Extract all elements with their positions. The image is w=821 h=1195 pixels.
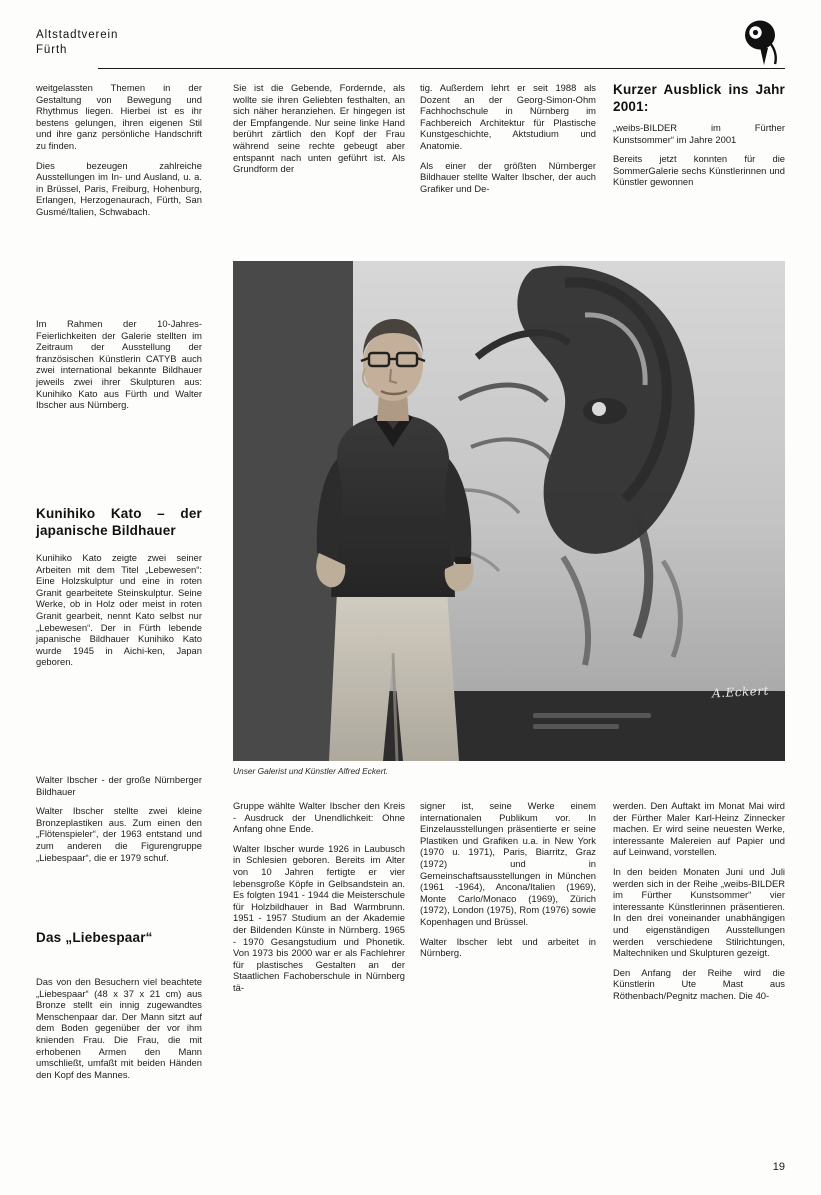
page-header [36,28,785,74]
paragraph: Bereits jetzt konnten für die SommerGalerie sechs Künstlerinnen und Künstler gewonnen [613,153,785,188]
heading-liebespaar: Das „Liebespaar“ [36,930,153,945]
masthead-line-2: Fürth [36,44,68,56]
paragraph: Sie ist die Gebende, Fordernde, als wollte sie ihren Geliebten festhalten, an sich näher heranziehen. Er hingegen ist der Empfangende. Nur seine linke Hand berührt zärtlich den Kopf der Frau während seine rechte gebeugt aber entspannt nach unten geführt ist. Als Grundform der [233,82,405,175]
header-divider [98,68,785,69]
column-1-heading-kato-wrap [36,506,202,546]
photo-image [233,261,785,761]
paragraph: Kunihiko Kato zeigte zwei seiner Arbeiten mit dem Titel „Lebewesen“: Eine Holzskulptur und eine in roten Granit gearbeitete Steinskulptur. Seine Werke, ob in Holz oder meist in roten Granit gearbeit, nennt Kato selbst nur „Lebewesen“. Der in Fürth lebende japanische Bildhauer Kunihiko Kato wurde 1945 in Aichi-ken, Japan geboren. [36,552,202,668]
heading-ausblick: Kurzer Ausblick ins Jahr 2001: [613,82,785,114]
paragraph: „weibs-BILDER im Fürther Kunstsommer“ im Jahre 2001 [613,122,785,145]
column-1-heading-liebespaar-wrap [36,930,202,954]
paragraph: Dies bezeugen zahlreiche Ausstellungen im In- und Ausland, u. a. in Brüssel, Paris, Freiburg, Hohenburg, Erlangen, Herzogenaurach, Fürth, San Gusmé/Italien, Schwabach. [36,159,202,217]
paragraph: In den beiden Monaten Juni und Juli werden sich in der Reihe „weibs-BILDER im Fürther Kunstsommer“ vier interessante Künstlerinnen präsentieren. In den drei voneinander unabhängigen und eigenständigen Ausstellungen werden verschiedene Stilrichtungen, Maltechniken und Skulpturen gezeigt. [613,865,785,959]
column-3-bottom [420,800,596,959]
heading-kato: Kunihiko Kato – der japanische Bildhauer [36,506,202,538]
paragraph: Walter Ibscher - der große Nürnberger Bildhauer [36,774,202,797]
masthead [36,28,785,58]
paragraph: Walter Ibscher stellte zwei kleine Bronzeplastiken aus. Zum einen den „Flötenspieler“, der 1963 entstand und zum anderen die Figurengruppe „Liebespaar“, die er 1979 schuf. [36,805,202,863]
page-number: 19 [772,1161,785,1173]
column-2-bottom [233,800,405,994]
masthead-line-1: Altstadtverein [36,29,119,41]
eye-logo-icon [737,18,783,66]
paragraph: weitgelassten Themen in der Gestaltung von Bewegung und Rhythmus liegen. Hierbei ist es ihr bestens gelungen, ihren eigenen Stil und ihre ganz persönliche Handschrift zu finden. [36,82,202,151]
column-1-top [36,82,202,218]
artwork-signature: A.Eckert [711,683,770,701]
paragraph: Den Anfang der Reihe wird die Künstlerin Ute Mast aus Röthenbach/Pegnitz machen. Die 40- [613,966,785,1001]
paragraph: Walter Ibscher lebt und arbeitet in Nürnberg. [420,935,596,959]
photo-caption: Unser Galerist und Künstler Alfred Eckert. [233,766,389,776]
paragraph: Walter Ibscher wurde 1926 in Laubusch in Schlesien geboren. Bereits im Alter von 10 Jahren fertigte er vier lebensgroße Köpfe in Gelbsandstein an. Es folgten 1941 - 1944 die Meisterschule für Holzbildhauer in Bad Warmbrunn. 1951 - 1957 Studium an der Akademie der Bildenden Künste in Nürnberg. 1965 - 1970 Gesangstudium und Phonetik. Von 1973 bis 2000 war er als Fachlehrer für plastisches Gestalten an der Staatlichen Fachoberschule in Nürnberg tä- [233,842,405,993]
paragraph: Im Rahmen der 10-Jahres-Feierlichkeiten der Galerie stellten im Zeitraum der Ausstellung der französischen Künstlerin CATYB auch zwei international bekannte Bildhauer jeweils zwei ihrer Skulpturen aus: Kunihiko Kato aus Fürth und Walter Ibscher aus Nürnberg. [36,318,202,411]
column-3-top [420,82,596,194]
column-1-kato-body [36,552,202,668]
column-1-liebespaar-body [36,976,202,1080]
paragraph: tig. Außerdem lehrt er seit 1988 als Dozent an der Georg-Simon-Ohm Fachhochschule in Nürnberg im Fachbereich Architektur für Plastische Kunstgeschichte, Aktstudium und Anatomie. [420,82,596,151]
paragraph: signer ist, seine Werke einem internationalen Publikum vor. In Einzelausstellungen präsentierte er seine Plastiken und Grafiken u.a. in New York (1970 u. 1971), Paris, Biarritz, Graz (1972) und in Gemeinschaftsausstellungen in München (1961 -1964), Ancona/Italien (1969), Monte Carlo/Monaco (1969), Zürich (1972), London (1975), Rom (1976) sowie Kopenhagen und Brüssel. [420,800,596,927]
paragraph: werden. Den Auftakt im Monat Mai wird der Fürther Maler Karl-Heinz Zinnecker machen. Er wird seine neuesten Werke, interessante Malereien auf Papier und auf Leinwand, vorstellen. [613,800,785,858]
column-1-galerie [36,318,202,411]
paragraph: Als einer der größten Nürnberger Bildhauer stellte Walter Ibscher, der auch Grafiker und De- [420,159,596,194]
column-2-top [233,82,405,175]
column-4-top [613,82,785,188]
column-1-ibscher-body [36,774,202,863]
column-4-bottom [613,800,785,1002]
article-photo [233,261,785,761]
paragraph: Gruppe wählte Walter Ibscher den Kreis - Ausdruck der Unendlichkeit: Ohne Anfang ohne Ende. [233,800,405,835]
paragraph: Das von den Besuchern viel beachtete „Liebespaar“ (48 x 37 x 21 cm) aus Bronze stellt ein innig zugewandtes Menschenpaar dar. Der Mann sitzt auf dem Boden gegenüber der vor ihm knienden Frau. Die Frau, die mit erhobenen Armen den Mann umschließt, umfaßt mit beiden Händen den Kopf des Mannes. [36,976,202,1080]
